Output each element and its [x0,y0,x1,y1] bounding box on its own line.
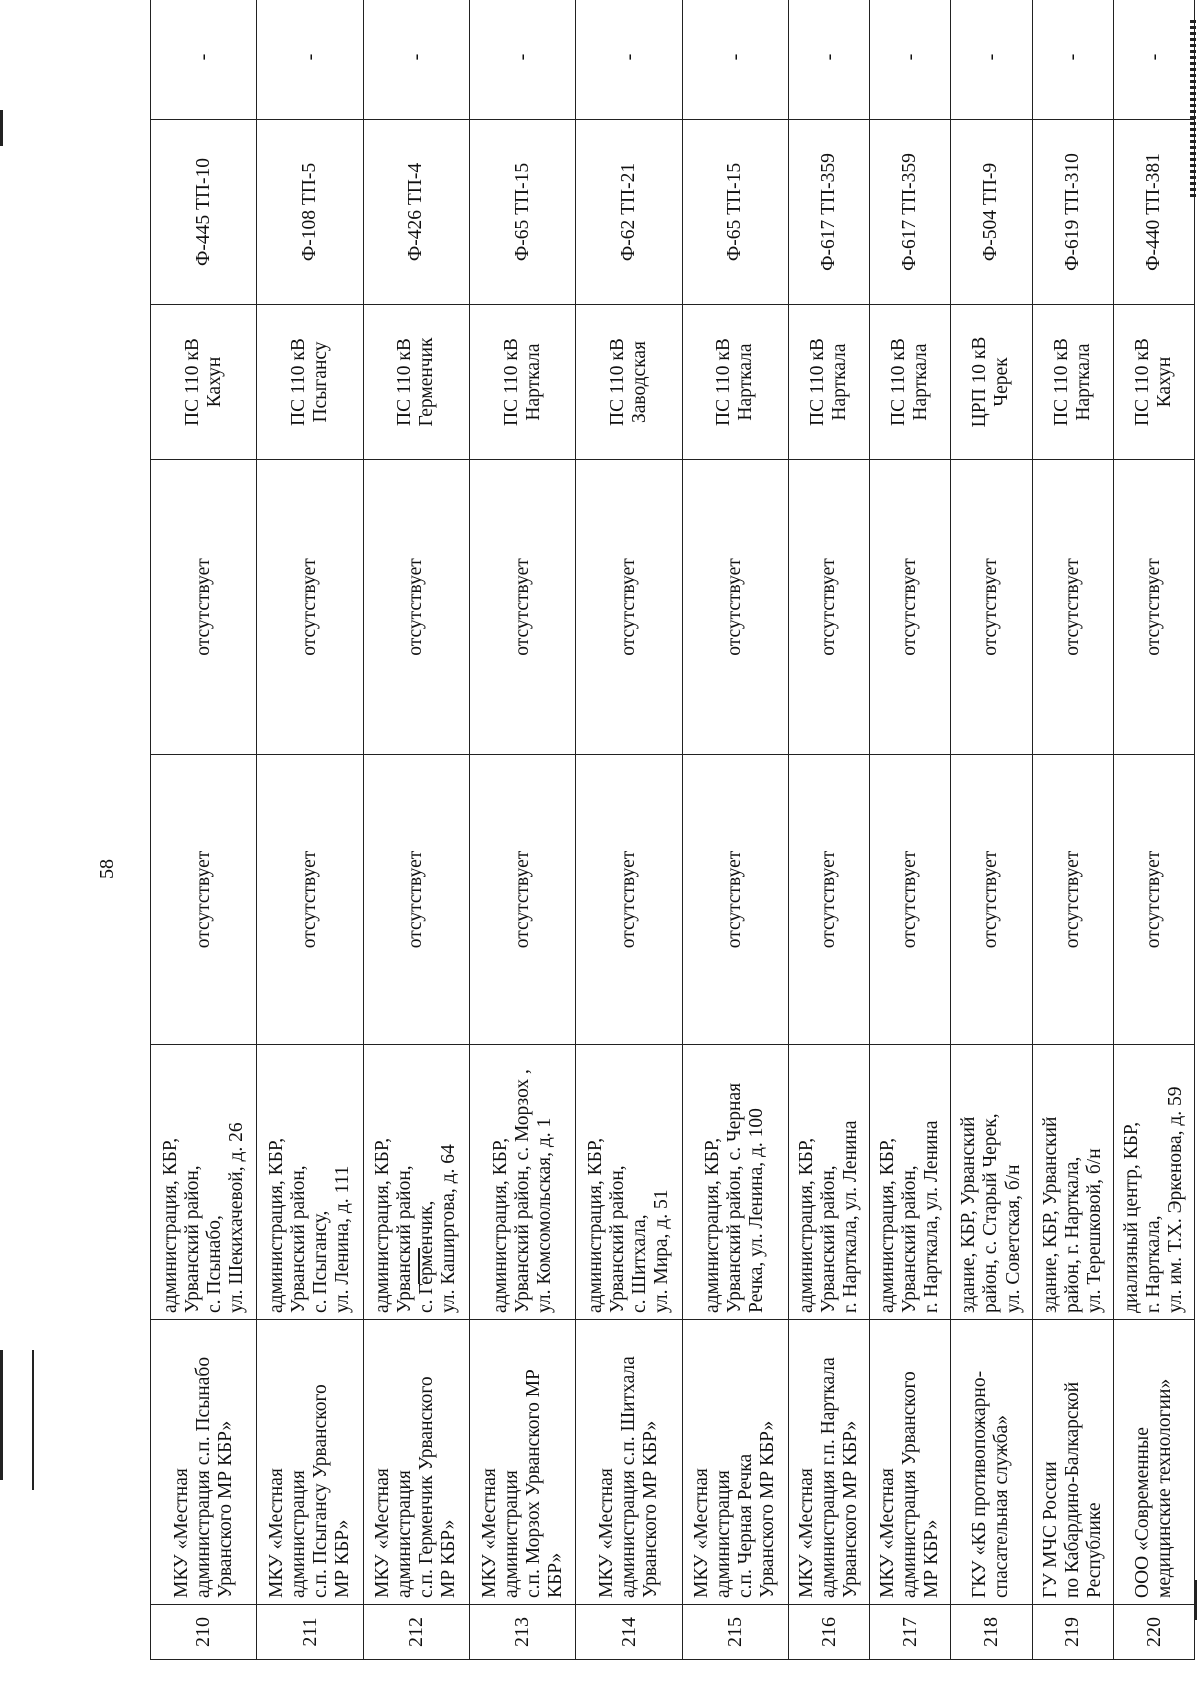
absent-cell-1: отсутствует [257,755,363,1045]
cell-line: ПС 110 кВ [1131,338,1153,426]
dash-cell: - [363,0,469,120]
cell-line: ул. Терешковой, б/н [1083,1148,1105,1313]
cell-line: ПС 110 кВ [1050,338,1072,426]
cell-line: район, г. Нарткала, [1061,1156,1083,1313]
table-row [870,0,951,1660]
substation-cell [682,305,788,460]
cell-line: ГКУ «КБ противопожарно- [969,1370,991,1598]
cell-line: ул. Шекихачевой, д. 26 [225,1122,247,1313]
cell-line: Нарткала [829,343,851,421]
cell-line: администрация [500,1470,522,1598]
cell-line: Кахун [203,356,225,408]
cell-line: Урванского МР КБР» [757,1420,779,1598]
row-number-cell: 211 [257,1605,363,1660]
cell-line: МКУ «Местная [170,1468,192,1598]
cell-line: Нарткала [522,343,544,421]
absent-cell-1: отсутствует [682,755,788,1045]
cell-line: с.п. Герменчик Урванского [416,1376,438,1598]
cell-line: здание, КБР, Урванский [1039,1116,1061,1313]
feeder-cell: Ф-619 ТП-310 [1032,120,1113,305]
feeder-cell: Ф-617 ТП-359 [789,120,870,305]
organization-cell [682,1320,788,1605]
address-cell [1032,1045,1113,1320]
address-cell [363,1045,469,1320]
row-number-cell: 219 [1032,1605,1113,1660]
feeder-cell: Ф-426 ТП-4 [363,120,469,305]
table-row [789,0,870,1660]
absent-cell-2: отсутствует [789,460,870,755]
cell-line: с.п. Псыгансу Урванского [310,1384,332,1598]
table-row [470,0,576,1660]
cell-line: администрация, КБР, [796,1137,818,1313]
cell-line: Нарткала [1072,343,1094,421]
cell-line: Речка, ул. Ленина, д. 100 [746,1108,768,1313]
cell-line: ЦРП 10 кВ [969,336,991,428]
absent-cell-1: отсутствует [576,755,682,1045]
substation-cell [363,305,469,460]
address-cell [870,1045,951,1320]
cell-line: Черек [991,357,1013,407]
address-cell [951,1045,1032,1320]
cell-line: г. Нарткала, ул. Ленина [921,1120,943,1313]
dash-cell: - [951,0,1032,120]
address-cell [470,1045,576,1320]
absent-cell-2: отсутствует [363,460,469,755]
cell-line: КБР» [544,1552,566,1598]
feeder-cell: Ф-62 ТП-21 [576,120,682,305]
row-number-cell: 218 [951,1605,1032,1660]
cell-line: Урванского МР КБР» [640,1420,662,1598]
cell-line: МР КБР» [438,1519,460,1598]
cell-line: администрация [287,1470,309,1598]
cell-line: Герменчик [416,337,438,427]
cell-line: ул. Комсомольская, д. 1 [533,1117,555,1313]
cell-line: Урванский район, [394,1165,416,1313]
cell-line: Урванский район, [287,1165,309,1313]
cell-line: МКУ «Местная [478,1468,500,1598]
row-number-cell: 214 [576,1605,682,1660]
table-row [576,0,682,1660]
dash-cell: - [870,0,951,120]
absent-cell-2: отсутствует [870,460,951,755]
page-number: 58 [96,859,118,879]
organization-cell [363,1320,469,1605]
substation-cell [151,305,257,460]
dash-cell: - [470,0,576,120]
cell-line: администрация, КБР, [877,1137,899,1313]
absent-cell-1: отсутствует [870,755,951,1045]
cell-line: МКУ «Местная [691,1468,713,1598]
cell-line: с. Псынабо, [203,1215,225,1313]
cell-line: ул. им. Т.Х. Эркенова, д. 59 [1164,1086,1186,1313]
substation-cell [870,305,951,460]
cell-line: медицинские технологии» [1153,1378,1175,1598]
absent-cell-2: отсутствует [470,460,576,755]
cell-line: район, с. Старый Черек, [980,1113,1002,1313]
row-number-cell: 220 [1113,1605,1194,1660]
absent-cell-1: отсутствует [951,755,1032,1045]
row-number-cell: 216 [789,1605,870,1660]
substation-cell [576,305,682,460]
registry-table [150,0,1195,1660]
cell-line: МКУ «Местная [265,1468,287,1598]
dash-cell: - [257,0,363,120]
substation-cell [789,305,870,460]
table-row [682,0,788,1660]
table-row [257,0,363,1660]
cell-line: Урванский район, [818,1165,840,1313]
dash-cell: - [682,0,788,120]
absent-cell-1: отсутствует [789,755,870,1045]
absent-cell-1: отсутствует [1032,755,1113,1045]
cell-line: ПС 110 кВ [500,338,522,426]
cell-line: администрация, КБР, [159,1137,181,1313]
table-row [1032,0,1113,1660]
cell-line: здание, КБР, Урванский [958,1116,980,1313]
cell-line: администрация, КБР, [489,1137,511,1313]
cell-line: с. Псыгансу, [310,1210,332,1313]
address-cell [789,1045,870,1320]
cell-line: ПС 110 кВ [607,338,629,426]
cell-line: Заводская [629,340,651,424]
absent-cell-2: отсутствует [151,460,257,755]
cell-line: Республике [1083,1502,1105,1598]
feeder-cell: Ф-617 ТП-359 [870,120,951,305]
cell-line: ул. Советская, б/н [1002,1164,1024,1313]
cell-line: Урванский район, с. Черная [724,1082,746,1313]
row-number-cell: 210 [151,1605,257,1660]
cell-line: ПС 110 кВ [713,338,735,426]
substation-cell [951,305,1032,460]
cell-line: ПС 110 кВ [287,338,309,426]
table-body [151,0,1195,1660]
cell-line: администрация [713,1470,735,1598]
absent-cell-2: отсутствует [1032,460,1113,755]
cell-line: с.п. Морзох Урванского МР [522,1369,544,1598]
cell-line: ПС 110 кВ [181,338,203,426]
cell-line: ООО «Современные [1131,1427,1153,1598]
table-row [363,0,469,1660]
absent-cell-2: отсутствует [576,460,682,755]
address-cell [682,1045,788,1320]
row-number-cell: 217 [870,1605,951,1660]
absent-cell-2: отсутствует [951,460,1032,755]
absent-cell-2: отсутствует [1113,460,1194,755]
organization-cell [1113,1320,1194,1605]
row-number-cell: 215 [682,1605,788,1660]
cell-line: ПС 110 кВ [394,338,416,426]
organization-cell [1032,1320,1113,1605]
absent-cell-2: отсутствует [682,460,788,755]
cell-line: МКУ «Местная [877,1468,899,1598]
absent-cell-1: отсутствует [363,755,469,1045]
cell-line: г. Нарткала, ул. Ленина [840,1120,862,1313]
cell-line: спасательная служба» [991,1415,1013,1598]
address-cell [576,1045,682,1320]
feeder-cell: Ф-108 ТП-5 [257,120,363,305]
cell-line: по Кабардино-Балкарской [1061,1381,1083,1598]
cell-line: Урванский район, с. Морзох , [511,1069,533,1313]
row-number-cell: 213 [470,1605,576,1660]
organization-cell [576,1320,682,1605]
absent-cell-1: отсутствует [1113,755,1194,1045]
address-cell [151,1045,257,1320]
table-row [1113,0,1194,1660]
absent-cell-2: отсутствует [257,460,363,755]
substation-cell [257,305,363,460]
cell-line: администрация Урванского [899,1371,921,1598]
cell-line: Кахун [1153,356,1175,408]
table-row [151,0,257,1660]
cell-line: ПС 110 кВ [807,338,829,426]
cell-line: МКУ «Местная [372,1468,394,1598]
cell-line: ул. Мира, д. 51 [651,1189,673,1313]
cell-line: администрация [394,1470,416,1598]
dash-cell: - [151,0,257,120]
cell-line: Урванского МР КБР» [214,1420,236,1598]
cell-line: диализный центр, КБР, [1120,1121,1142,1313]
cell-line: ул. Каширгова, д. 64 [438,1144,460,1313]
cell-line: администрация, КБР, [702,1137,724,1313]
cell-line: администрация г.п. Нарткала [818,1357,840,1598]
cell-line: г. Нарткала, [1142,1215,1164,1313]
substation-cell [1113,305,1194,460]
cell-line: МР КБР» [921,1519,943,1598]
table-row [951,0,1032,1660]
cell-line: МР КБР» [332,1519,354,1598]
cell-line: ул. Ленина, д. 111 [332,1165,354,1313]
feeder-cell: Ф-65 ТП-15 [470,120,576,305]
organization-cell [870,1320,951,1605]
organization-cell [470,1320,576,1605]
cell-line: с. Герменчик, [416,1200,438,1313]
cell-line: ГУ МЧС России [1039,1461,1061,1598]
cell-line: Псыгансу [310,341,332,423]
row-number-cell: 212 [363,1605,469,1660]
cell-line: администрация, КБР, [265,1137,287,1313]
cell-line: с.п. Черная Речка [735,1453,757,1598]
cell-line: Урванский район, [181,1165,203,1313]
dash-cell: - [789,0,870,120]
feeder-cell: Ф-65 ТП-15 [682,120,788,305]
cell-line: МКУ «Местная [596,1468,617,1598]
organization-cell [257,1320,363,1605]
feeder-cell: Ф-440 ТП-381 [1113,120,1194,305]
cell-line: администрация, КБР, [584,1137,606,1313]
organization-cell [151,1320,257,1605]
cell-line: с. Шитхала, [629,1214,651,1313]
dash-cell: - [576,0,682,120]
absent-cell-1: отсутствует [151,755,257,1045]
cell-line: Урванский район, [607,1165,629,1313]
substation-cell [1032,305,1113,460]
organization-cell [789,1320,870,1605]
feeder-cell: Ф-445 ТП-10 [151,120,257,305]
feeder-cell: Ф-504 ТП-9 [951,120,1032,305]
address-cell [1113,1045,1194,1320]
organization-cell [951,1320,1032,1605]
dash-cell: - [1032,0,1113,120]
cell-line: Урванский район, [899,1165,921,1313]
address-cell [257,1045,363,1320]
cell-line: Нарткала [735,343,757,421]
dash-cell: - [1113,0,1194,120]
substation-cell [470,305,576,460]
cell-line: Нарткала [910,343,932,421]
cell-line: Урванского МР КБР» [840,1420,862,1598]
cell-line: МКУ «Местная [796,1468,818,1598]
cell-line: администрация, КБР, [372,1137,394,1313]
absent-cell-1: отсутствует [470,755,576,1045]
cell-line: администрация с.п. Псынабо [192,1356,214,1598]
cell-line: ПС 110 кВ [888,338,910,426]
cell-line: администрация с.п. Шитхала [618,1356,640,1598]
